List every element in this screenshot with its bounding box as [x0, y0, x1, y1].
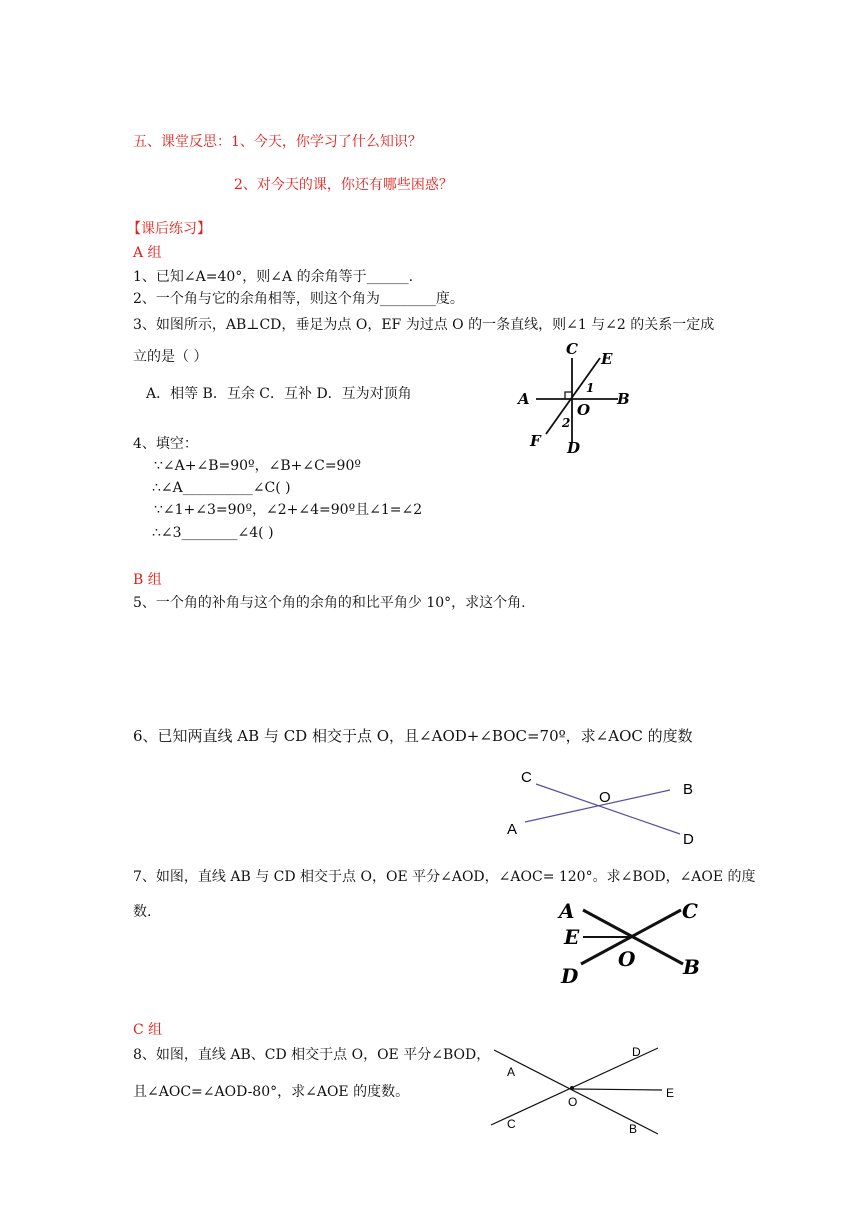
fig3-label-a: A: [518, 390, 530, 408]
fig7-label-e: E: [564, 925, 580, 949]
fig7-label-b: B: [683, 955, 700, 979]
fig8-label-o: O: [568, 1095, 578, 1109]
fig6-label-c: C: [521, 769, 532, 786]
question-8-figure: [486, 1040, 676, 1140]
reflection-line-1: 五、课堂反思：1、今天，你学习了什么知识？: [133, 134, 422, 150]
question-4-line-1: ∵∠A+∠B=90º，∠B+∠C=90º: [154, 458, 361, 474]
question-3-figure: [510, 336, 650, 460]
question-7-figure: [555, 894, 715, 990]
question-7-line-2: 数.: [133, 904, 152, 920]
question-4-line-4: ∴∠3________∠4( ): [152, 525, 274, 541]
fig3-label-b: B: [617, 390, 630, 408]
question-7-line-1: 7、如图，直线 AB 与 CD 相交于点 O，OE 平分∠AOD，∠AOC= 120°。求∠BOD，∠AOE 的度: [133, 869, 756, 885]
question-8-line-2: 且∠AOC=∠AOD-80°，求∠AOE 的度数。: [133, 1084, 410, 1100]
fig7-label-a: A: [559, 899, 575, 923]
question-4-line-3: ∵∠1+∠3=90º，∠2+∠4=90º且∠1=∠2: [154, 502, 423, 518]
question-2: 2、一个角与它的余角相等，则这个角为________度。: [133, 291, 464, 307]
fig3-label-c: C: [566, 340, 578, 358]
group-c-label: C 组: [133, 1022, 163, 1038]
fig6-label-b: B: [683, 781, 694, 798]
fig6-label-a: A: [507, 821, 518, 838]
question-4-line-2: ∴∠A__________∠C( ): [152, 480, 291, 496]
question-4-title: 4、填空：: [133, 436, 198, 452]
question-5: 5、一个角的补角与这个角的余角的和比平角少 10°，求这个角.: [133, 595, 526, 611]
practice-title: 【课后练习】: [127, 221, 211, 237]
question-3-line-2: 立的是（ ）: [133, 349, 208, 365]
question-6: 6、已知两直线 AB 与 CD 相交于点 O，且∠AOD+∠BOC=70º，求∠AOC 的度数: [133, 727, 693, 745]
fig8-label-d: D: [632, 1045, 641, 1059]
fig7-label-c: C: [682, 899, 698, 923]
question-3-line-1: 3、如图所示，AB⊥CD，垂足为点 O，EF 为过点 O 的一条直线，则∠1 与∠2 的关系一定成: [133, 317, 715, 333]
fig8-label-e: E: [666, 1086, 675, 1100]
reflection-line-2: 2、对今天的课，你还有哪些困惑？: [234, 177, 453, 193]
fig6-label-d: D: [683, 831, 694, 848]
group-b-label: B 组: [133, 572, 162, 588]
group-a-label: A 组: [133, 245, 162, 261]
question-1: 1、已知∠A=40°，则∠A 的余角等于______.: [133, 269, 414, 285]
fig8-label-c: C: [507, 1117, 516, 1131]
fig8-label-b: B: [629, 1122, 638, 1136]
fig3-label-o: O: [577, 401, 591, 419]
fig3-label-f: F: [530, 432, 541, 450]
question-6-figure: [500, 764, 710, 848]
question-3-options: A．相等 B．互余 C．互补 D．互为对顶角: [146, 386, 412, 402]
question-8-line-1: 8、如图，直线 AB、CD 相交于点 O，OE 平分∠BOD，: [133, 1047, 491, 1063]
fig3-label-d: D: [567, 439, 581, 457]
fig3-angle-1: 1: [586, 381, 595, 395]
fig3-label-e: E: [601, 350, 613, 368]
fig6-label-o: O: [599, 789, 611, 806]
fig7-label-o: O: [618, 947, 636, 971]
fig8-label-a: A: [507, 1065, 516, 1079]
fig7-label-d: D: [561, 964, 579, 988]
fig3-angle-2: 2: [562, 416, 571, 430]
